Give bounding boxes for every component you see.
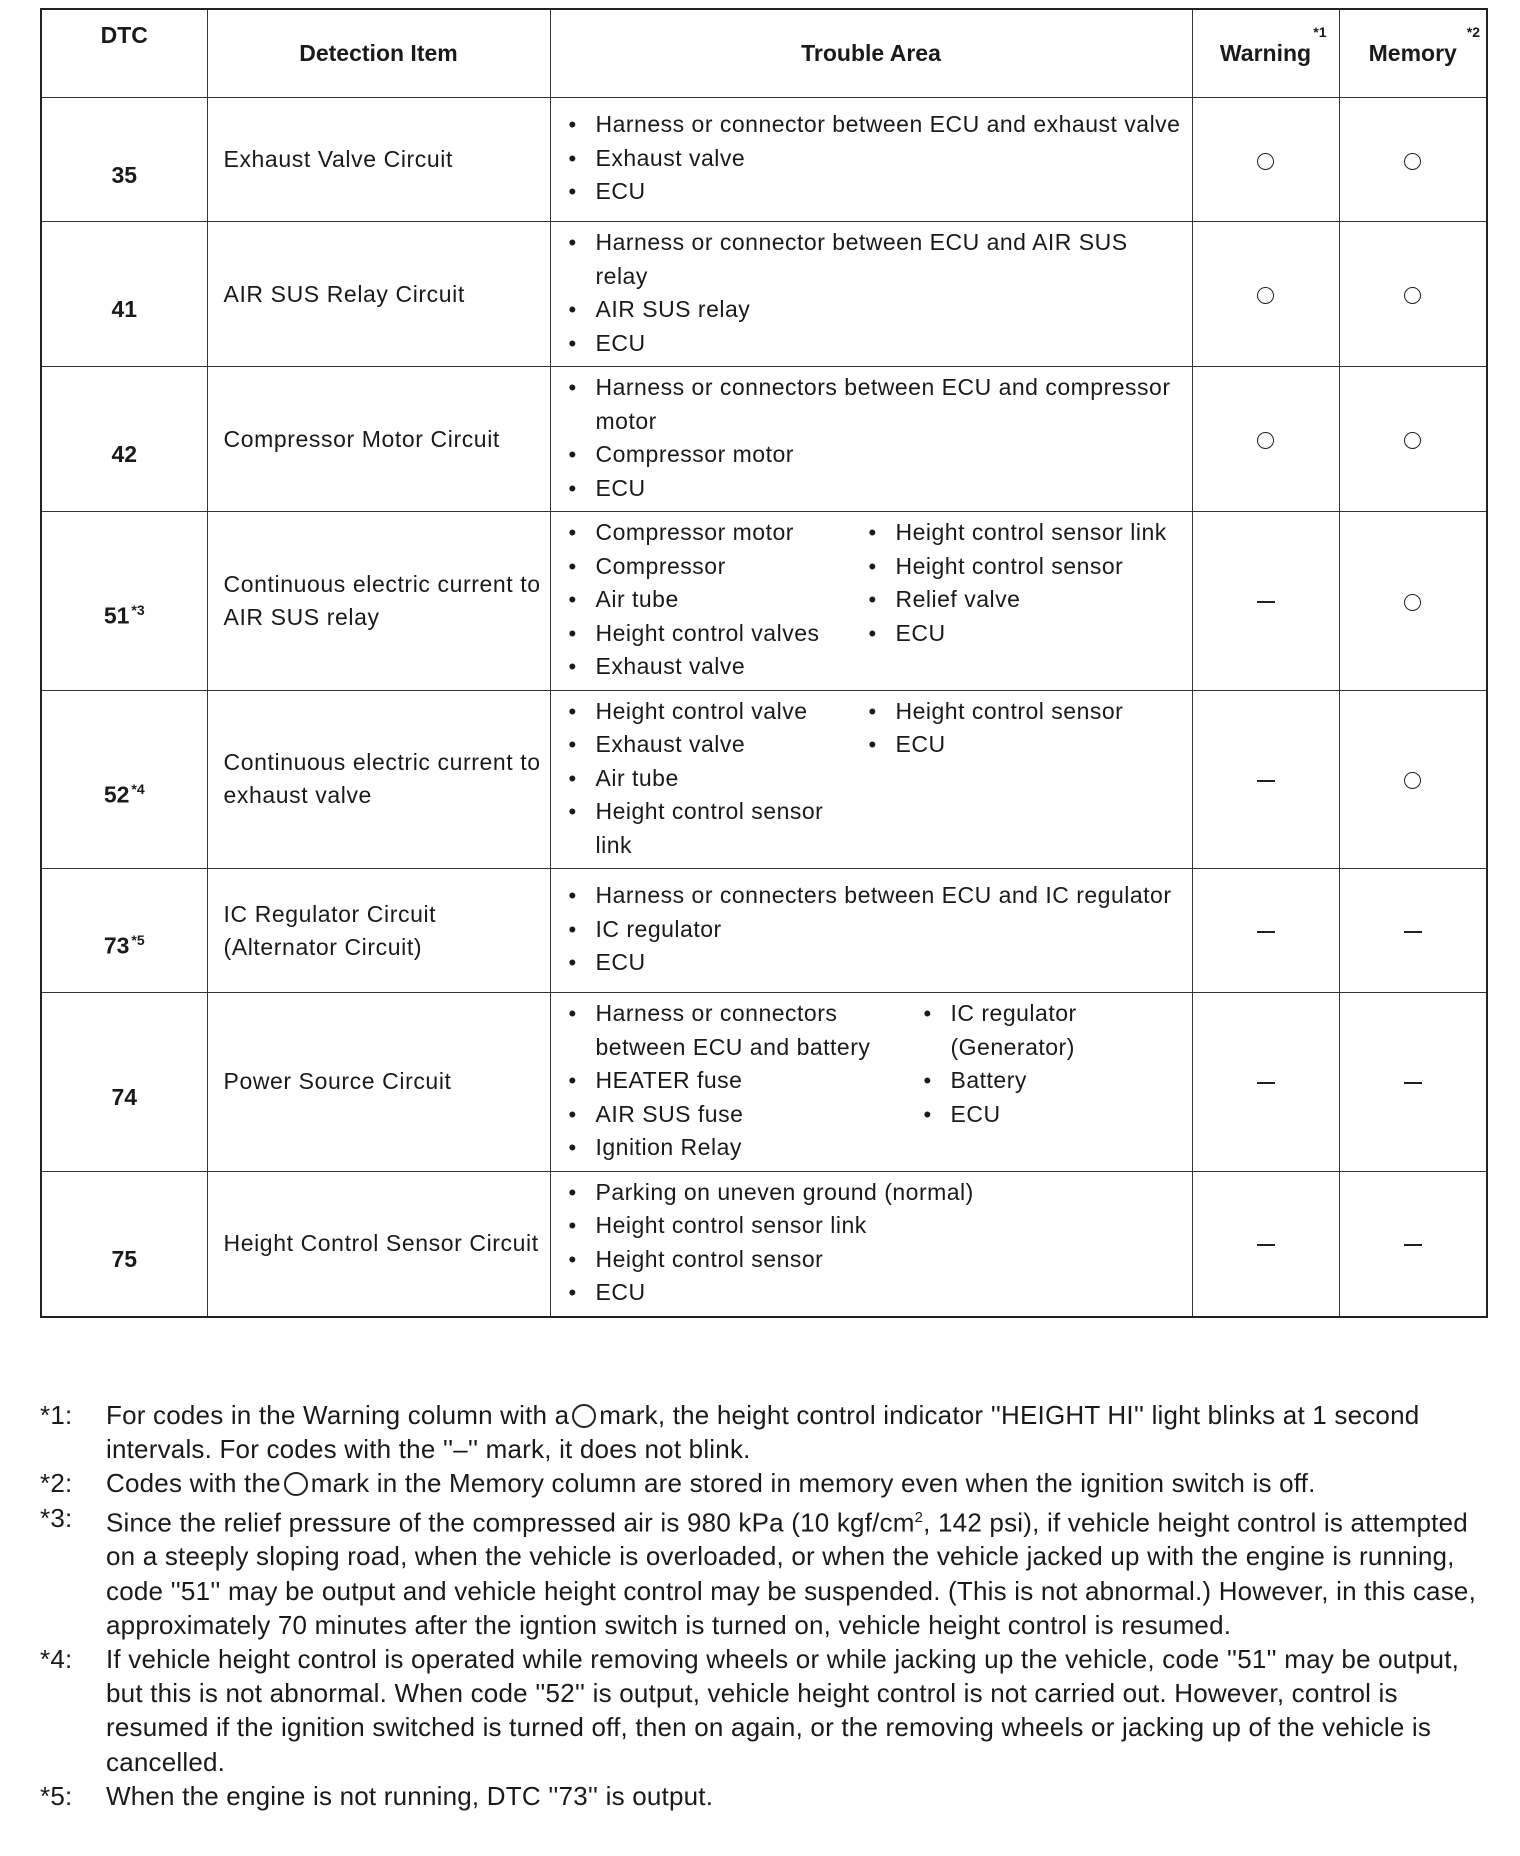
trouble-area-columns xyxy=(563,879,1184,980)
dash-mark-icon xyxy=(1257,1244,1275,1246)
dtc-code-cell xyxy=(41,222,207,367)
circle-mark-icon xyxy=(572,1404,596,1428)
footnote-text: mark in the Memory column are stored in memory even when the ignition switch is off. xyxy=(310,1468,1316,1499)
trouble-item: • Height control sensor link xyxy=(863,516,1184,550)
dtc-code-cell xyxy=(41,1171,207,1317)
trouble-item: • Compressor motor xyxy=(563,516,863,550)
circle-mark-icon xyxy=(1404,772,1421,789)
trouble-item: • ECU xyxy=(563,946,1172,980)
trouble-item: • ECU xyxy=(563,327,1184,361)
trouble-item: • Ignition Relay xyxy=(563,1131,918,1165)
trouble-item: • Harness or connectors between ECU and compressor motor xyxy=(563,371,1184,438)
header-dtc: DTC xyxy=(41,9,207,98)
trouble-item: • ECU xyxy=(918,1098,1184,1132)
dtc-code: 51 xyxy=(103,603,130,630)
memory-mark-cell xyxy=(1339,993,1487,1172)
trouble-item: • Harness or connectors between ECU and battery xyxy=(563,997,918,1064)
dtc-code: 42 xyxy=(111,441,138,467)
header-memory-label: Memory xyxy=(1368,40,1457,66)
dash-mark-icon xyxy=(1257,1082,1275,1084)
trouble-item: • Relief valve xyxy=(863,583,1184,617)
trouble-list xyxy=(563,108,1181,209)
table-row xyxy=(41,690,1487,869)
trouble-item: • HEATER fuse xyxy=(563,1064,918,1098)
header-memory xyxy=(1339,9,1487,98)
footnote-key: *4: xyxy=(40,1644,73,1675)
trouble-item: • Battery xyxy=(918,1064,1184,1098)
memory-mark-cell xyxy=(1339,1171,1487,1317)
trouble-item: • ECU xyxy=(863,728,1184,762)
trouble-list xyxy=(563,879,1172,980)
dtc-code-cell xyxy=(41,98,207,222)
header-trouble-area: Trouble Area xyxy=(550,9,1192,98)
dtc-table xyxy=(40,8,1488,1318)
footnote-text: If vehicle height control is operated while removing wheels or while jacking up the vehicle, code ''51'' may be output, but this is not abnormal. When code ''52'' is output, vehicle height control is not carried out. However, control is resumed if the ignition switched is turned off, then on again, or the removing wheels or jacking up of the vehicle is cancelled. xyxy=(106,1644,1460,1777)
trouble-list xyxy=(918,997,1184,1165)
footnote-text: , 142 psi), if vehicle height control is attempted on a steeply sloping road, when the vehicle is overloaded, or when the vehicle jacked up with the engine is running, code ''51'' may be output and vehicle height control may be suspended. (This is not abnormal.) However, in this case, approximately 70 minutes after the igntion switch is turned on, vehicle height control is resumed. xyxy=(106,1507,1476,1640)
footnote-text: For codes in the Warning column with a xyxy=(106,1400,570,1430)
circle-mark-icon xyxy=(1257,153,1274,170)
dtc-code: 73 xyxy=(103,932,130,959)
trouble-list xyxy=(563,516,863,684)
warning-mark-cell xyxy=(1192,222,1339,367)
trouble-area-columns xyxy=(563,695,1184,863)
memory-mark-cell xyxy=(1339,690,1487,869)
detection-item: Exhaust Valve Circuit xyxy=(207,98,550,222)
trouble-area xyxy=(550,512,1192,691)
trouble-area-columns xyxy=(563,108,1184,209)
trouble-item: • Height control sensor xyxy=(863,695,1184,729)
dash-mark-icon xyxy=(1404,931,1422,933)
memory-mark-cell xyxy=(1339,512,1487,691)
detection-item: Power Source Circuit xyxy=(207,993,550,1172)
trouble-area-columns xyxy=(563,997,1184,1165)
trouble-item: • Air tube xyxy=(563,583,863,617)
warning-mark-cell xyxy=(1192,512,1339,691)
circle-mark-icon xyxy=(1404,287,1421,304)
trouble-list xyxy=(863,516,1184,684)
circle-mark-icon xyxy=(1257,287,1274,304)
header-memory-ref: *2 xyxy=(1466,24,1480,40)
dtc-code-cell xyxy=(41,993,207,1172)
trouble-list xyxy=(563,997,918,1165)
detection-item: Height Control Sensor Circuit xyxy=(207,1171,550,1317)
trouble-list xyxy=(863,695,1184,863)
dtc-code-cell xyxy=(41,512,207,691)
table-row xyxy=(41,512,1487,691)
warning-mark-cell xyxy=(1192,1171,1339,1317)
trouble-item: • ECU xyxy=(563,472,1184,506)
table-row xyxy=(41,367,1487,512)
circle-mark-icon xyxy=(1404,432,1421,449)
trouble-item: • Harness or connector between ECU and exhaust valve xyxy=(563,108,1181,142)
footnote-key: *2: xyxy=(40,1468,73,1499)
trouble-area xyxy=(550,690,1192,869)
dtc-code-ref: *4 xyxy=(131,780,145,797)
footnote-5 xyxy=(40,1779,1490,1813)
trouble-item: • ECU xyxy=(563,1276,974,1310)
footnote-key: *3: xyxy=(40,1502,73,1533)
trouble-item: • Parking on uneven ground (normal) xyxy=(563,1176,974,1210)
superscript: 2 xyxy=(914,1508,924,1526)
detection-item: Compressor Motor Circuit xyxy=(207,367,550,512)
trouble-area xyxy=(550,222,1192,367)
circle-mark-icon xyxy=(1404,594,1421,611)
trouble-area xyxy=(550,993,1192,1172)
trouble-area-columns xyxy=(563,516,1184,684)
footnote-text: Codes with the xyxy=(106,1468,281,1499)
trouble-area-columns xyxy=(563,371,1184,505)
memory-mark-cell xyxy=(1339,367,1487,512)
trouble-area xyxy=(550,1171,1192,1317)
dtc-code-cell xyxy=(41,869,207,993)
footnote-text: Since the relief pressure of the compressed air is 980 kPa (10 kgf/cm xyxy=(106,1507,915,1538)
dash-mark-icon xyxy=(1257,931,1275,933)
memory-mark-cell xyxy=(1339,222,1487,367)
trouble-area-columns xyxy=(563,226,1184,360)
trouble-item: • Height control sensor link xyxy=(563,1209,974,1243)
trouble-item: • Height control sensor xyxy=(563,1243,974,1277)
dtc-code-cell xyxy=(41,690,207,869)
memory-mark-cell xyxy=(1339,869,1487,993)
header-warning-label: Warning xyxy=(1219,40,1312,66)
detection-item: IC Regulator Circuit (Alternator Circuit) xyxy=(207,869,550,993)
dash-mark-icon xyxy=(1257,780,1275,782)
dtc-code-cell xyxy=(41,367,207,512)
table-row xyxy=(41,1171,1487,1317)
footnote-3 xyxy=(40,1501,1490,1642)
footnotes xyxy=(40,1398,1490,1813)
detection-item: Continuous electric current to exhaust valve xyxy=(207,690,550,869)
dash-mark-icon xyxy=(1257,601,1275,603)
detection-item: Continuous electric current to AIR SUS relay xyxy=(207,512,550,691)
table-row xyxy=(41,98,1487,222)
trouble-item: • AIR SUS fuse xyxy=(563,1098,918,1132)
warning-mark-cell xyxy=(1192,869,1339,993)
trouble-item: • Height control valve xyxy=(563,695,863,729)
trouble-item: • ECU xyxy=(563,175,1181,209)
warning-mark-cell xyxy=(1192,993,1339,1172)
dtc-code: 75 xyxy=(111,1245,138,1272)
trouble-item: • Height control valves xyxy=(563,617,863,651)
trouble-area xyxy=(550,367,1192,512)
footnote-text: mark, the height control indicator ''HEIGHT HI'' light blinks at 1 second intervals. For codes with the ''–'' mark, it does not blink. xyxy=(106,1400,1420,1465)
table-header-row xyxy=(41,9,1487,98)
dtc-code: 41 xyxy=(111,296,138,322)
trouble-item: • Compressor motor xyxy=(563,438,1184,472)
warning-mark-cell xyxy=(1192,367,1339,512)
dtc-table-container xyxy=(40,8,1486,1318)
trouble-item: • IC regulator xyxy=(563,913,1172,947)
trouble-list xyxy=(563,226,1184,360)
dtc-code: 35 xyxy=(111,161,138,188)
table-row xyxy=(41,869,1487,993)
header-warning-ref: *1 xyxy=(1313,24,1327,40)
trouble-area-columns xyxy=(563,1176,1184,1310)
table-row xyxy=(41,993,1487,1172)
footnote-text: When the engine is not running, DTC ''73'' is output. xyxy=(106,1780,714,1811)
dash-mark-icon xyxy=(1404,1082,1422,1084)
trouble-item: • Exhaust valve xyxy=(563,728,863,762)
footnote-4 xyxy=(40,1642,1490,1779)
dash-mark-icon xyxy=(1404,1244,1422,1246)
trouble-item: • Height control sensor xyxy=(863,550,1184,584)
footnote-1 xyxy=(40,1398,1490,1466)
trouble-item: • Exhaust valve xyxy=(563,650,863,684)
trouble-item: • Compressor xyxy=(563,550,863,584)
trouble-item: • AIR SUS relay xyxy=(563,293,1184,327)
trouble-list xyxy=(563,1176,974,1310)
trouble-item: • Exhaust valve xyxy=(563,142,1181,176)
memory-mark-cell xyxy=(1339,98,1487,222)
warning-mark-cell xyxy=(1192,98,1339,222)
trouble-item: • Height control sensor link xyxy=(563,795,863,862)
dtc-code-ref: *5 xyxy=(131,932,145,949)
dtc-code: 74 xyxy=(111,1083,138,1110)
header-detection-item: Detection Item xyxy=(207,9,550,98)
trouble-area xyxy=(550,98,1192,222)
circle-mark-icon xyxy=(284,1472,308,1496)
footnote-key: *1: xyxy=(40,1400,73,1430)
trouble-list xyxy=(563,371,1184,505)
trouble-item: • IC regulator (Generator) xyxy=(918,997,1184,1064)
dtc-code: 52 xyxy=(103,781,130,808)
trouble-item: • ECU xyxy=(863,617,1184,651)
footnote-key: *5: xyxy=(40,1780,73,1811)
footnote-2 xyxy=(40,1466,1490,1500)
trouble-list xyxy=(563,695,863,863)
table-row xyxy=(41,222,1487,367)
trouble-item: • Harness or connecters between ECU and IC regulator xyxy=(563,879,1172,913)
circle-mark-icon xyxy=(1257,432,1274,449)
circle-mark-icon xyxy=(1404,153,1421,170)
trouble-item: • Air tube xyxy=(563,762,863,796)
dtc-code-ref: *3 xyxy=(131,602,145,619)
trouble-item: • Harness or connector between ECU and AIR SUS relay xyxy=(563,226,1184,293)
warning-mark-cell xyxy=(1192,690,1339,869)
header-warning xyxy=(1192,9,1339,98)
detection-item: AIR SUS Relay Circuit xyxy=(207,222,550,367)
trouble-area xyxy=(550,869,1192,993)
